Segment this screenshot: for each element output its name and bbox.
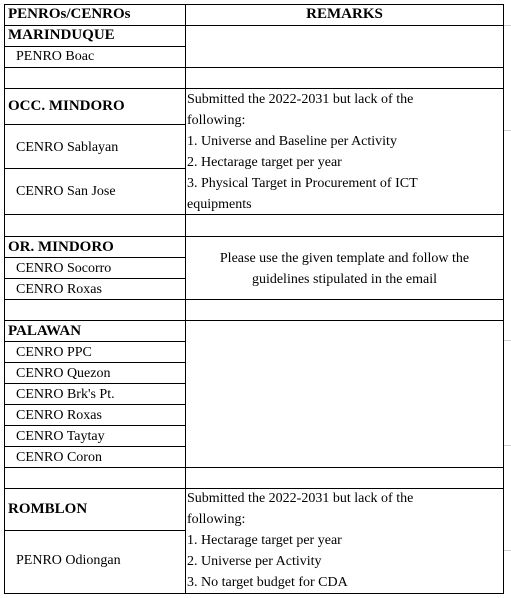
remark-line: 2. Hectarage target per year	[187, 155, 342, 170]
office-cenro-socorro: CENRO Socorro	[16, 261, 112, 276]
gridline	[503, 25, 511, 26]
gridline	[503, 340, 511, 341]
remark-line: Please use the given template and follow the	[219, 251, 470, 266]
office-cenro-roxas: CENRO Roxas	[16, 408, 102, 423]
office-cenro-taytay: CENRO Taytay	[16, 429, 105, 444]
row-border	[4, 168, 185, 169]
office-cenro-sablayan: CENRO Sablayan	[16, 140, 119, 155]
office-penro-odiongan: PENRO Odiongan	[16, 553, 121, 568]
remark-line: 3. Physical Target in Procurement of ICT	[187, 176, 418, 191]
remark-line: equipments	[187, 197, 252, 212]
office-penro-boac: PENRO Boac	[16, 49, 95, 64]
remark-line: 1. Hectarage target per year	[187, 533, 342, 548]
table-border	[4, 593, 504, 594]
office-cenro-san-jose: CENRO San Jose	[16, 184, 116, 199]
province-palawan: PALAWAN	[8, 323, 82, 339]
header-remarks: REMARKS	[306, 6, 383, 22]
header-penros-cenros: PENROs/CENROs	[8, 6, 131, 22]
province-occ-mindoro: OCC. MINDORO	[8, 98, 125, 114]
row-border	[4, 124, 185, 125]
remark-line: Submitted the 2022-2031 but lack of the	[187, 491, 414, 506]
row-border	[4, 214, 504, 215]
remark-line: 3. No target budget for CDA	[187, 575, 348, 590]
province-or-mindoro: OR. MINDORO	[8, 239, 114, 255]
gridline	[503, 445, 511, 446]
remark-line: guidelines stipulated in the email	[251, 272, 438, 287]
row-border	[4, 67, 504, 68]
gridline	[503, 550, 511, 551]
office-cenro-roxas: CENRO Roxas	[16, 282, 102, 297]
office-cenro-coron: CENRO Coron	[16, 450, 102, 465]
remark-line: following:	[187, 113, 246, 128]
remark-line: Submitted the 2022-2031 but lack of the	[187, 92, 414, 107]
province-marinduque: MARINDUQUE	[8, 27, 115, 43]
office-cenro-ppc: CENRO PPC	[16, 345, 92, 360]
remark-line: following:	[187, 512, 246, 527]
remark-line: 1. Universe and Baseline per Activity	[187, 134, 397, 149]
gridline	[503, 130, 511, 131]
office-cenro-brks-pt: CENRO Brk's Pt.	[16, 387, 115, 402]
province-romblon: ROMBLON	[8, 501, 88, 517]
remark-line: 2. Universe per Activity	[187, 554, 322, 569]
row-border	[4, 530, 185, 531]
office-cenro-quezon: CENRO Quezon	[16, 366, 111, 381]
